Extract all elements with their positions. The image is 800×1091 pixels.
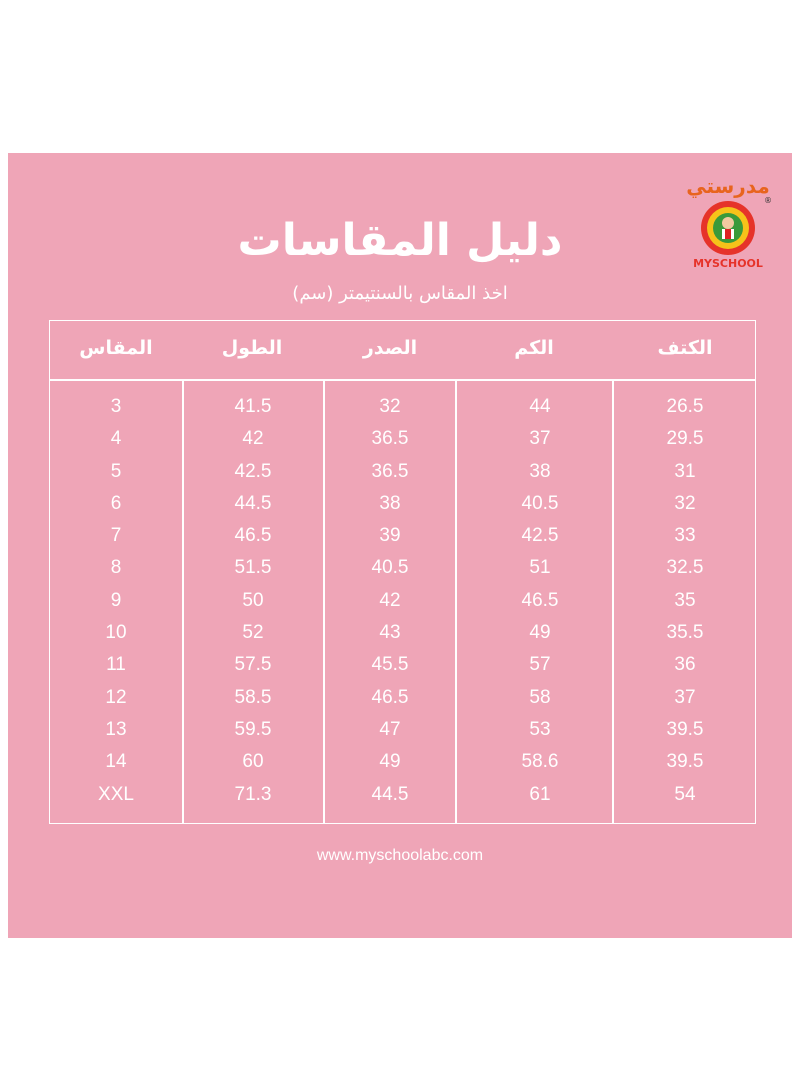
sleeve-cell: 44	[529, 396, 551, 417]
header-chest: الصدر	[362, 337, 418, 359]
shoulder-cell: 36	[674, 654, 696, 676]
shoulder-cell: 39.5	[666, 718, 704, 740]
length-cell: 51.5	[234, 557, 272, 579]
shoulder-cell: 33	[674, 525, 696, 547]
header-size: المقاس	[79, 337, 153, 359]
chest-cell: 49	[379, 751, 401, 773]
sleeve-cell: 38	[529, 460, 551, 482]
svg-text:®: ®	[764, 196, 772, 205]
size-cell: 12	[105, 686, 127, 708]
shoulder-cell: 35.5	[666, 622, 704, 644]
sleeve-cell: 46.5	[521, 589, 559, 611]
length-cell: 42.5	[234, 460, 272, 482]
chest-cell: 36.5	[371, 460, 409, 482]
length-cell: 41.5	[234, 396, 272, 417]
shoulder-cell: 39.5	[666, 751, 704, 773]
size-cell: XXL	[98, 783, 134, 805]
column-divider	[612, 379, 614, 823]
header-shoulder: الكتف	[657, 337, 713, 359]
svg-text:مدرستي: مدرستي	[686, 174, 770, 198]
chest-cell: 44.5	[371, 783, 409, 805]
sleeve-cell: 61	[529, 783, 551, 805]
shoulder-cell: 26.5	[666, 396, 704, 417]
column-length	[183, 379, 323, 811]
length-cell: 52	[242, 622, 264, 644]
length-cell: 46.5	[234, 525, 272, 547]
length-cell: 58.5	[234, 686, 272, 708]
size-cell: 3	[110, 396, 122, 417]
shoulder-cell: 37	[674, 686, 696, 708]
header-length: الطول	[221, 337, 283, 359]
chest-cell: 40.5	[371, 557, 409, 579]
length-cell: 42	[242, 428, 264, 450]
chest-cell: 46.5	[371, 686, 409, 708]
svg-text:MYSCHOOL: MYSCHOOL	[693, 257, 763, 270]
size-cell: 11	[106, 654, 126, 676]
column-shoulder	[615, 379, 755, 811]
chest-cell: 39	[379, 525, 401, 547]
size-cell: 5	[110, 460, 122, 482]
size-cell: 10	[105, 622, 127, 644]
sleeve-cell: 49	[529, 622, 551, 644]
sleeve-cell: 58.6	[521, 751, 559, 773]
length-cell: 59.5	[234, 718, 272, 740]
shoulder-cell: 31	[674, 460, 696, 482]
length-cell: 71.3	[234, 783, 272, 805]
sleeve-cell: 42.5	[521, 525, 559, 547]
column-chest	[320, 379, 460, 811]
header-sleeve: الكم	[514, 337, 554, 359]
shoulder-cell: 35	[674, 589, 696, 611]
size-cell: 13	[105, 718, 127, 740]
size-cell: 7	[110, 525, 122, 547]
chest-cell: 47	[379, 718, 401, 740]
website-link[interactable]: www.myschoolabc.com	[316, 847, 484, 864]
page-subtitle: اخذ المقاس بالسنتيمتر (سم)	[292, 283, 508, 304]
page-title: دليل المقاسات	[237, 215, 563, 266]
sleeve-cell: 40.5	[521, 492, 559, 514]
size-cell: 6	[110, 492, 122, 514]
chest-cell: 42	[379, 589, 401, 611]
chest-cell: 32	[379, 396, 401, 417]
chest-cell: 45.5	[371, 654, 409, 676]
chest-cell: 38	[379, 492, 401, 514]
sleeve-cell: 51	[529, 557, 551, 579]
shoulder-cell: 29.5	[666, 428, 704, 450]
column-size	[46, 379, 186, 811]
length-cell: 57.5	[234, 654, 272, 676]
sleeve-cell: 37	[529, 428, 551, 450]
size-cell: 14	[105, 751, 127, 773]
size-table	[49, 320, 756, 824]
sleeve-cell: 53	[529, 718, 551, 740]
chest-cell: 36.5	[371, 428, 409, 450]
shoulder-cell: 54	[674, 783, 696, 805]
size-cell: 4	[110, 428, 122, 450]
column-sleeve	[470, 379, 610, 811]
size-cell: 9	[110, 589, 122, 611]
length-cell: 44.5	[234, 492, 272, 514]
chest-cell: 43	[379, 622, 401, 644]
sleeve-cell: 58	[529, 686, 551, 708]
length-cell: 60	[242, 751, 264, 773]
shoulder-cell: 32.5	[666, 557, 704, 579]
sleeve-cell: 57	[529, 654, 551, 676]
size-guide-card	[8, 153, 792, 938]
length-cell: 50	[242, 589, 264, 611]
size-cell: 8	[110, 557, 122, 579]
shoulder-cell: 32	[674, 492, 696, 514]
